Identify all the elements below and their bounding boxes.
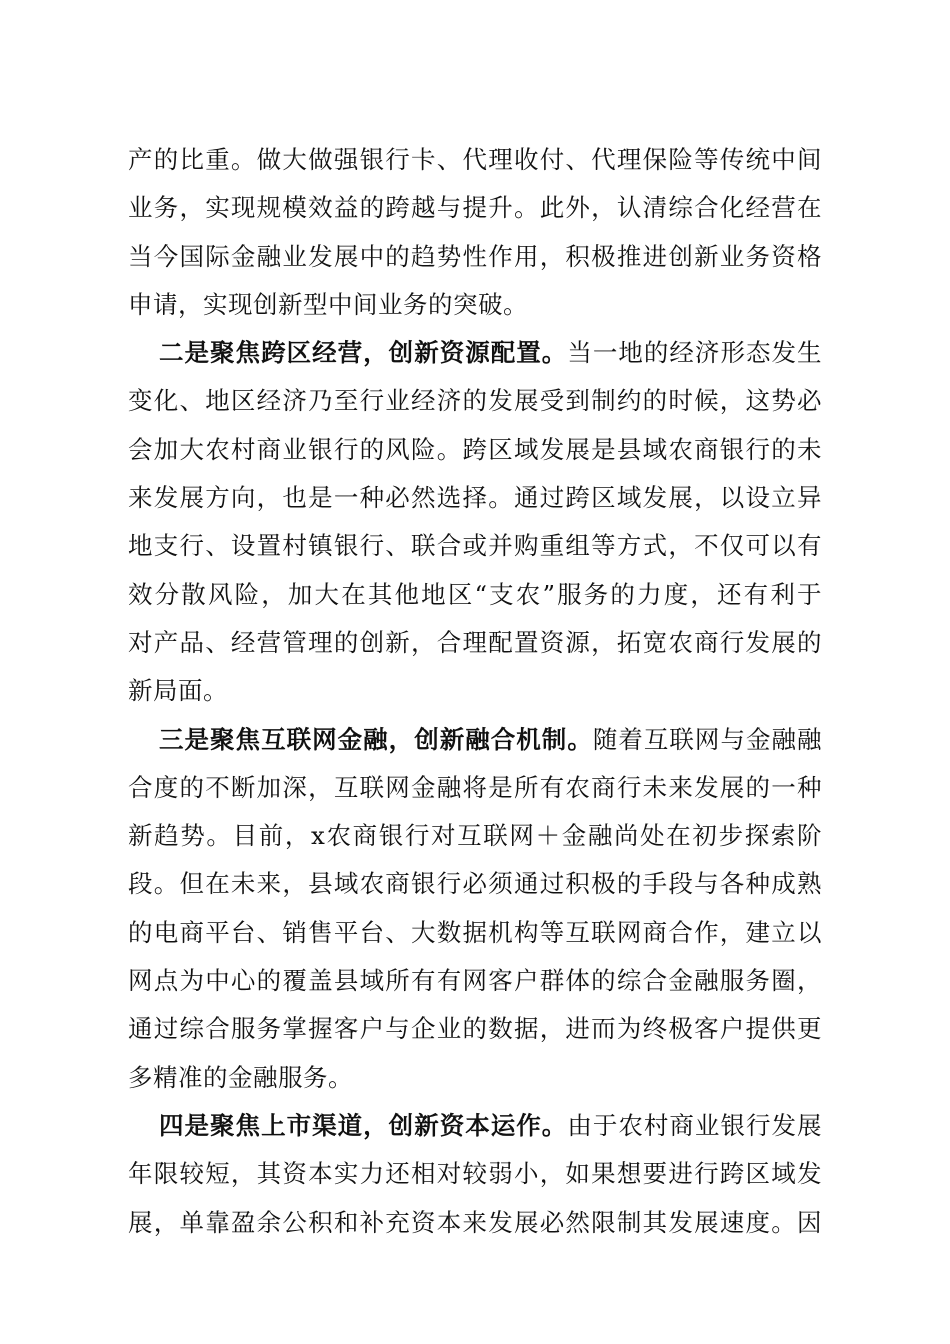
text-line-first (128, 1102, 822, 1150)
text-line: 展，单靠盈余公积和补充资本来发展必然限制其发展速度。因 (128, 1207, 822, 1237)
paragraph-first-line-rest: 随着互联网与金融融 (592, 724, 823, 754)
text-line: 对产品、经营管理的创新，合理配置资源，拓宽农商行发展的 (128, 627, 822, 657)
text-line: 的电商平台、销售平台、大数据机构等互联网商合作，建立以 (128, 917, 822, 947)
text-line: 多精准的金融服务。 (128, 1062, 353, 1092)
text-line: 申请，实现创新型中间业务的突破。 (128, 289, 528, 319)
text-line: 当今国际金融业发展中的趋势性作用，积极推进创新业务资格 (128, 241, 822, 271)
paragraph-first-line-rest: 由于农村商业银行发展 (567, 1110, 823, 1140)
paragraph-first-line-rest: 当一地的经济形态发生 (567, 338, 823, 368)
paragraph-1 (128, 136, 822, 329)
text-line: 会加大农村商业银行的风险。跨区域发展是县域农商银行的未 (128, 434, 822, 464)
text-line: 年限较短，其资本实力还相对较弱小，如果想要进行跨区域发 (128, 1159, 822, 1189)
paragraph-lead-heading: 四是聚焦上市渠道，创新资本运作。 (159, 1110, 568, 1140)
text-line-first (128, 329, 822, 377)
text-line: 通过综合服务掌握客户与企业的数据，进而为终极客户提供更 (128, 1014, 822, 1044)
paragraph-2 (128, 329, 822, 715)
paragraph-3 (128, 716, 822, 1102)
text-line: 产的比重。做大做强银行卡、代理收付、代理保险等传统中间 (128, 145, 822, 174)
text-line: 业务，实现规模效益的跨越与提升。此外，认清综合化经营在 (128, 193, 822, 223)
text-line: 网点为中心的覆盖县域所有有网客户群体的综合金融服务圈， (128, 966, 822, 996)
paragraph-lead-heading: 二是聚焦跨区经营，创新资源配置。 (159, 338, 568, 368)
text-line: 合度的不断加深，互联网金融将是所有农商行未来发展的一种 (128, 772, 822, 802)
text-line-first (128, 716, 822, 764)
document-body (128, 136, 822, 1247)
text-line: 来发展方向，也是一种必然选择。通过跨区域发展，以设立异 (128, 483, 822, 513)
text-line: 段。但在未来，县域农商银行必须通过积极的手段与各种成熟 (128, 869, 822, 899)
paragraph-4 (128, 1102, 822, 1247)
text-line: 新局面。 (128, 676, 228, 706)
text-line: 变化、地区经济乃至行业经济的发展受到制约的时候，这势必 (128, 386, 822, 416)
paragraph-lead-heading: 三是聚焦互联网金融，创新融合机制。 (159, 724, 593, 754)
text-line: 地支行、设置村镇银行、联合或并购重组等方式，不仅可以有 (128, 531, 822, 561)
text-line: 效分散风险，加大在其他地区“支农”服务的力度，还有利于 (128, 579, 822, 609)
text-line: 新趋势。目前，x农商银行对互联网＋金融尚处在初步探索阶 (128, 821, 822, 851)
